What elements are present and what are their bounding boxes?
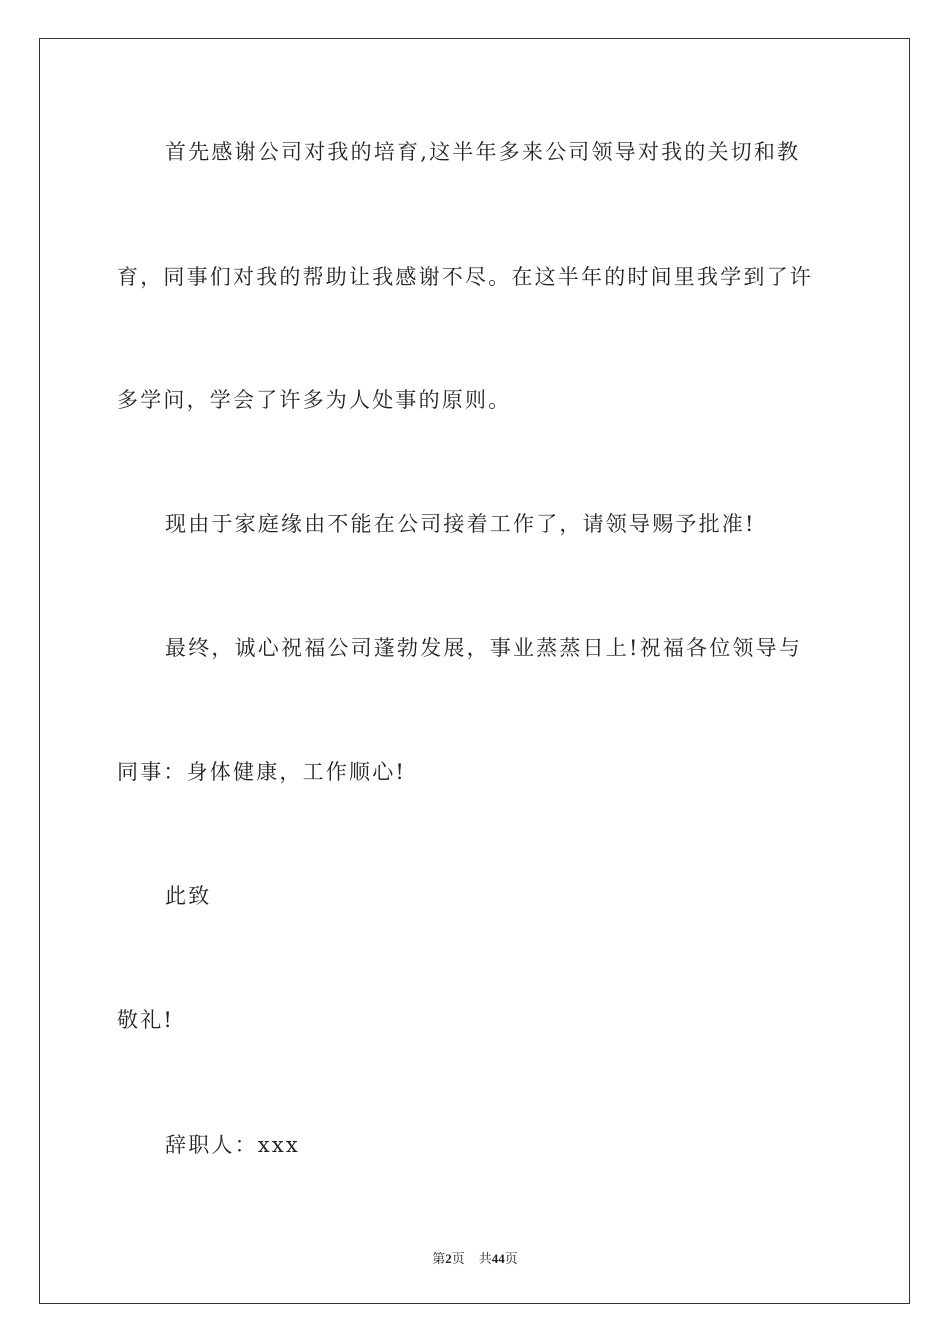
paragraph-1-line-1: 首先感谢公司对我的培育,这半年多来公司领导对我的关切和教 [165, 140, 801, 164]
total-suffix: 页 [504, 1251, 518, 1266]
closing-salutation: 此致 [165, 884, 212, 908]
page-border [39, 38, 910, 1304]
paragraph-3-line-1: 最终，诚心祝福公司蓬勃发展，事业蒸蒸日上!祝福各位领导与 [165, 636, 803, 660]
page-footer [0, 1248, 950, 1267]
page-suffix: 页 [451, 1251, 465, 1266]
paragraph-2: 现由于家庭缘由不能在公司接着工作了，请领导赐予批准! [165, 512, 756, 536]
total-prefix: 共 [478, 1251, 492, 1266]
page-prefix: 第 [432, 1251, 446, 1266]
signature-line: 辞职人：xxx [165, 1133, 300, 1157]
paragraph-3-line-2: 同事：身体健康，工作顺心! [117, 760, 407, 784]
closing-regards: 敬礼! [117, 1008, 175, 1032]
paragraph-1-line-2: 育，同事们对我的帮助让我感谢不尽。在这半年的时间里我学到了许 [117, 265, 813, 289]
paragraph-1-line-3: 多学问，学会了许多为人处事的原则。 [117, 388, 512, 412]
page-number: 2 [445, 1251, 452, 1266]
total-pages: 44 [491, 1251, 505, 1266]
